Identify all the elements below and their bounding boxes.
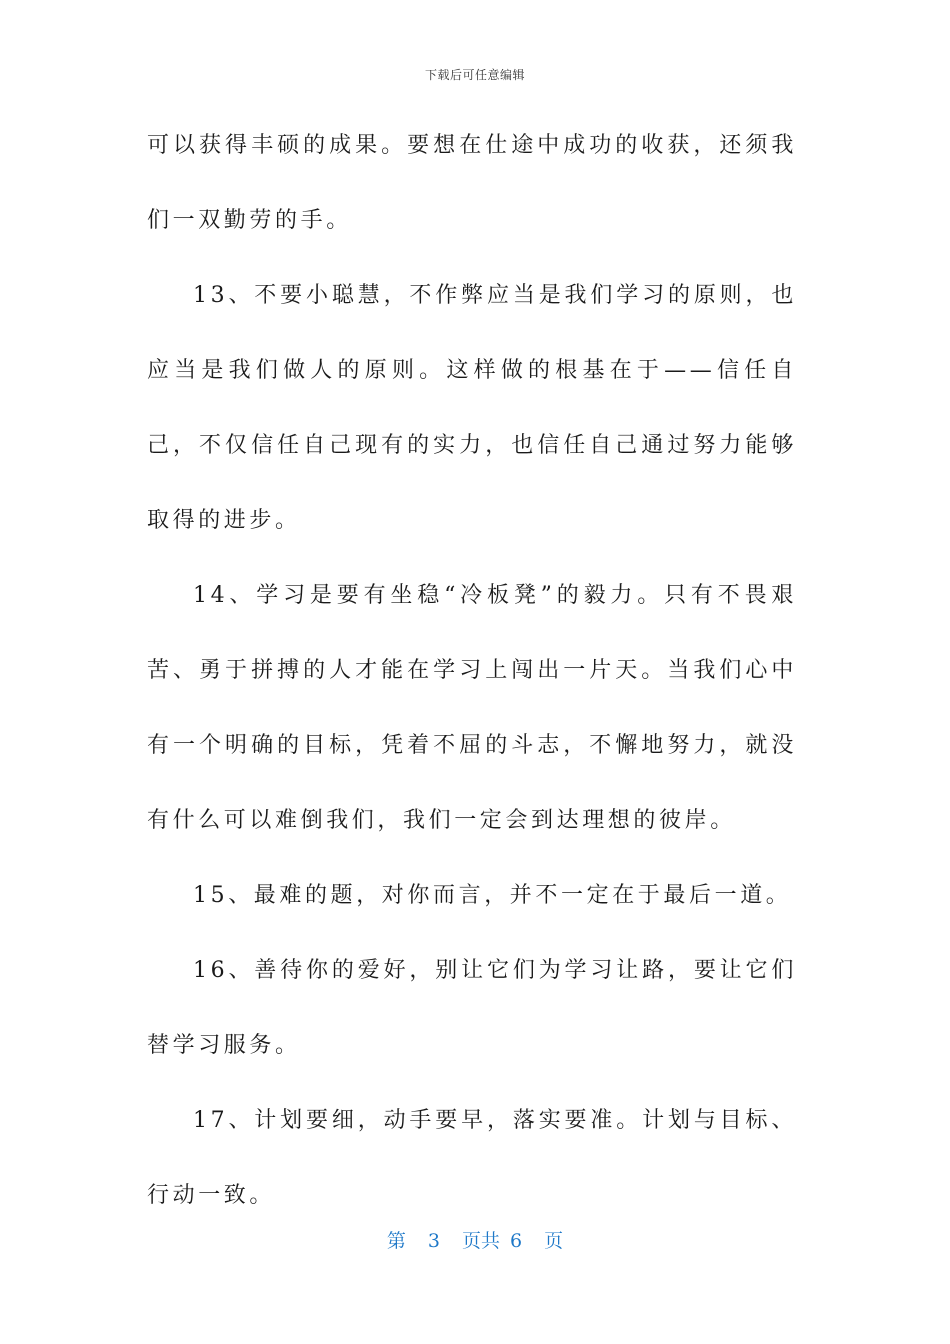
document-body: [147, 108, 797, 1233]
footer-label-page: 第: [386, 1230, 406, 1252]
paragraph-13: 13、不要小聪慧，不作弊应当是我们学习的原则，也应当是我们做人的原则。这样做的根基在于——信任自己，不仅信任自己现有的实力，也信任自己通过努力能够取得的进步。: [147, 283, 797, 533]
page-header: [0, 66, 950, 83]
paragraph-16: 16、善待你的爱好，别让它们为学习让路，要让它们替学习服务。: [147, 958, 797, 1058]
total-pages-number: 6: [510, 1230, 523, 1252]
paragraph-15: 15、最难的题，对你而言，并不一定在于最后一道。: [193, 883, 792, 908]
paragraph-14: 14、学习是要有坐稳“冷板凳”的毅力。只有不畏艰苦、勇于拼搏的人才能在学习上闯出一片天。当我们心中有一个明确的目标，凭着不屈的斗志，不懈地努力，就没有什么可以难倒我们，我们一定会到达理想的彼岸。: [147, 583, 797, 833]
paragraph-17: 17、计划要细，动手要早，落实要准。计划与目标、行动一致。: [147, 1108, 797, 1208]
footer-label-end: 页: [544, 1230, 564, 1252]
current-page-number: 3: [427, 1230, 440, 1252]
paragraph-continuation: 可以获得丰硕的成果。要想在仕途中成功的收获，还须我们一双勤劳的手。: [147, 133, 797, 233]
header-text: 下载后可任意编辑: [424, 68, 525, 82]
page-footer: [0, 1226, 950, 1253]
footer-label-of: 页共: [461, 1230, 500, 1252]
